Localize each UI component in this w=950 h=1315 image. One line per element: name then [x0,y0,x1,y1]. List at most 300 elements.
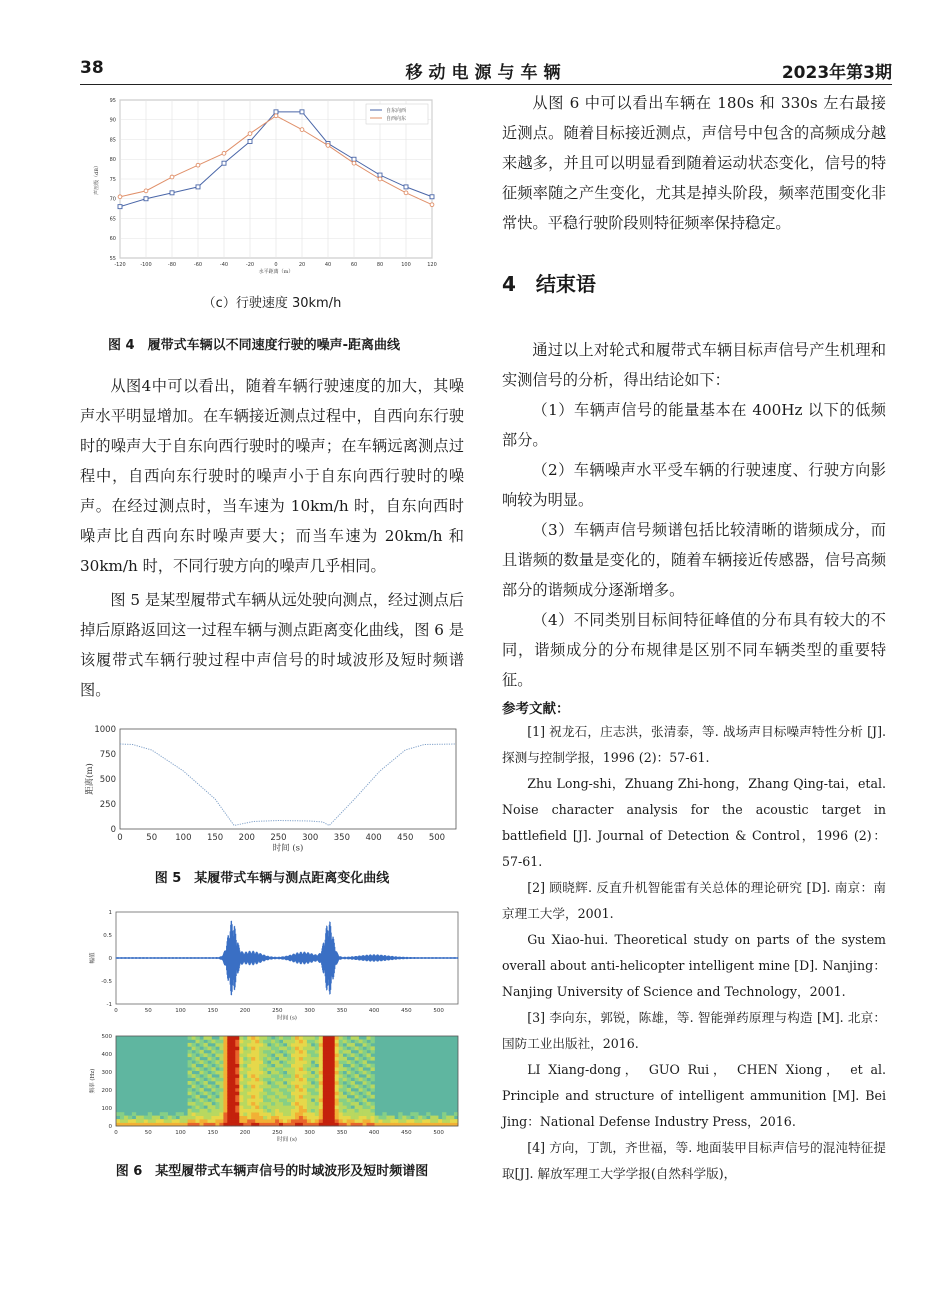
spectrogram-cell [247,1119,251,1123]
spectrogram-cell [196,1040,200,1044]
spectrogram-cell [295,1053,299,1057]
spectrogram-cell [359,1085,363,1089]
spectrogram-cell [255,1067,259,1071]
spectrogram-cell [331,1036,335,1040]
spectrogram-cell [267,1105,271,1109]
spectrogram-cell [315,1040,319,1044]
spectrogram-cell [275,1119,279,1123]
spectrogram-cell [307,1081,311,1085]
spectrogram-cell [287,1067,291,1071]
spectrogram-cell [239,1046,243,1050]
spectrogram-cell [295,1105,299,1109]
spectrogram-cell [267,1064,271,1068]
spectrogram-cell [223,1067,227,1071]
spectrogram-cell [219,1088,223,1092]
spectrogram-cell [295,1036,299,1040]
spectrogram-cell [223,1081,227,1085]
spectrogram-cell [275,1081,279,1085]
spectrogram-cell [291,1085,295,1089]
spectrogram-cell [196,1046,200,1050]
spectrogram-cell [323,1098,327,1102]
spectrogram-cell [243,1078,247,1082]
spectrogram-cell [251,1043,255,1047]
spectrogram-cell [367,1043,371,1047]
spectrogram-cell [255,1098,259,1102]
spectrogram-cell [227,1046,231,1050]
spectrogram-cell [283,1091,287,1095]
spectrogram-cell [283,1102,287,1106]
spectrogram-cell [255,1109,259,1113]
spectrogram-cell [299,1109,303,1113]
spectrogram-cell [319,1064,323,1068]
spectrogram-cell [251,1119,255,1123]
spectrogram-cell [351,1071,355,1075]
spectrogram-cell [255,1040,259,1044]
spectrogram-cell [351,1091,355,1095]
spectrogram-cell [255,1105,259,1109]
spectrogram-cell [343,1102,347,1106]
spectrogram-cell [299,1085,303,1089]
spectrogram-cell [343,1050,347,1054]
spectrogram-cell [188,1091,192,1095]
spectrogram-cell [315,1057,319,1061]
spectrogram-cell [355,1046,359,1050]
spectrogram-cell [279,1095,283,1099]
spectrogram-cell [355,1105,359,1109]
spectrogram-cell [136,1119,140,1123]
spectrogram-cell [259,1074,263,1078]
spectrogram-cell [275,1091,279,1095]
spectrogram-cell [259,1064,263,1068]
spectrogram-cell [259,1053,263,1057]
data-point [248,132,252,136]
spectrogram-cell [156,1119,160,1123]
x-tick-label: 500 [433,1130,444,1136]
spectrogram-cell [363,1119,367,1123]
spectrogram-cell [327,1098,331,1102]
spectrogram-cell [450,1119,454,1123]
left-column [80,88,464,1179]
spectrogram-cell [208,1078,212,1082]
spectrogram-cell [243,1046,247,1050]
spectrogram-cell [132,1112,136,1116]
spectrogram-cell [371,1105,375,1109]
spectrogram-cell [192,1085,196,1089]
spectrogram-cell [263,1064,267,1068]
spectrogram-cell [379,1116,383,1120]
spectrogram-cell [315,1095,319,1099]
spectrogram-cell [363,1081,367,1085]
spectrogram-cell [259,1098,263,1102]
spectrogram-cell [311,1091,315,1095]
spectrogram-cell [291,1053,295,1057]
spectrogram-cell [295,1095,299,1099]
spectrogram-cell [271,1116,275,1120]
spectrogram-cell [323,1064,327,1068]
spectrogram-cell [239,1109,243,1113]
spectrogram-cell [434,1116,438,1120]
spectrogram-cell [351,1053,355,1057]
spectrogram-cell [235,1105,239,1109]
spectrogram-cell [299,1036,303,1040]
spectrogram-cell [295,1046,299,1050]
spectrogram-cell [287,1081,291,1085]
spectrogram-cell [367,1105,371,1109]
spectrogram-cell [287,1050,291,1054]
spectrogram-cell [359,1057,363,1061]
spectrogram-cell [303,1081,307,1085]
x-axis-label: 时间 (s) [277,1015,297,1022]
spectrogram-cell [303,1046,307,1050]
spectrogram-cell [259,1043,263,1047]
y-tick-label: 1000 [94,724,116,735]
spectrogram-cell [279,1053,283,1057]
spectrogram-cell [343,1036,347,1040]
spectrogram-cell [192,1119,196,1123]
spectrogram-cell [287,1091,291,1095]
spectrogram-cell [188,1112,192,1116]
spectrogram-cell [279,1057,283,1061]
spectrogram-cell [259,1105,263,1109]
spectrogram-cell [311,1085,315,1089]
spectrogram-cell [259,1060,263,1064]
spectrogram-cell [319,1102,323,1106]
x-tick-label: 200 [239,1130,251,1136]
spectrogram-cell [239,1085,243,1089]
spectrogram-cell [299,1060,303,1064]
spectrogram-cell [371,1088,375,1092]
spectrogram-cell [339,1040,343,1044]
spectrogram-cell [259,1078,263,1082]
spectrogram-cell [271,1112,275,1116]
spectrogram-cell [263,1043,267,1047]
spectrogram-cell [215,1071,219,1075]
spectrogram-cell [208,1046,212,1050]
y-axis-label: 距离(m) [85,763,95,795]
x-tick-label: 150 [207,1008,219,1014]
x-tick-label: 150 [207,1130,219,1136]
data-point [404,185,408,189]
spectrogram-cell [327,1119,331,1123]
spectrogram-cell [339,1036,343,1040]
spectrogram-cell [347,1119,351,1123]
spectrogram-cell [319,1088,323,1092]
spectrogram-cell [259,1067,263,1071]
x-tick-label: 50 [144,1130,152,1136]
data-point [378,173,382,177]
spectrogram-cell [367,1112,371,1116]
spectrogram-cell [339,1095,343,1099]
spectrogram-cell [148,1116,152,1120]
spectrogram-cell [231,1074,235,1078]
spectrogram-cell [275,1095,279,1099]
spectrogram-cell [323,1105,327,1109]
spectrogram-cell [243,1081,247,1085]
spectrogram-cell [124,1116,128,1120]
spectrogram-cell [351,1109,355,1113]
spectrogram-cell [152,1119,156,1123]
x-tick-label: 350 [336,1130,348,1136]
spectrogram-cell [255,1071,259,1075]
spectrogram-cell [303,1102,307,1106]
spectrogram-cell [414,1116,418,1120]
spectrogram-cell [319,1050,323,1054]
spectrogram-cell [398,1119,402,1123]
spectrogram-cell [243,1105,247,1109]
spectrogram-cell [335,1067,339,1071]
spectrogram-cell [359,1060,363,1064]
spectrogram-cell [335,1095,339,1099]
spectrogram-cell [371,1064,375,1068]
spectrogram-cell [196,1119,200,1123]
spectrogram-cell [200,1081,204,1085]
spectrogram-cell [319,1074,323,1078]
spectrogram-cell [323,1085,327,1089]
spectrogram-cell [311,1116,315,1120]
spectrogram-cell [211,1050,215,1054]
spectrogram-cell [259,1091,263,1095]
spectrogram-cell [196,1036,200,1040]
spectrogram-cell [120,1112,124,1116]
x-tick-label: -60 [193,262,203,268]
spectrogram-cell [204,1085,208,1089]
spectrogram-cell [347,1060,351,1064]
spectrogram-cell [219,1085,223,1089]
data-point [222,151,226,155]
spectrogram-cell [303,1085,307,1089]
spectrogram-cell [367,1095,371,1099]
spectrogram-cell [410,1112,414,1116]
x-tick-label: -120 [114,262,126,268]
spectrogram-cell [231,1046,235,1050]
spectrogram-cell [192,1105,196,1109]
spectrogram-cell [239,1098,243,1102]
data-point [222,161,226,165]
spectrogram-cell [223,1105,227,1109]
spectrogram-cell [235,1053,239,1057]
spectrogram-cell [219,1057,223,1061]
spectrogram-cell [188,1098,192,1102]
spectrogram-cell [200,1067,204,1071]
spectrogram-cell [299,1088,303,1092]
spectrogram-cell [319,1043,323,1047]
spectrogram-cell [271,1095,275,1099]
spectrogram-cell [450,1116,454,1120]
spectrogram-cell [355,1109,359,1113]
spectrogram-cell [267,1095,271,1099]
spectrogram-cell [335,1119,339,1123]
y-tick-label: 95 [109,97,116,104]
spectrogram-cell [295,1060,299,1064]
spectrogram-cell [446,1116,450,1120]
spectrogram-cell [323,1112,327,1116]
spectrogram-cell [196,1102,200,1106]
reference-item: [3] 李向东，郭锐，陈雄，等. 智能弹药原理与构造 [M]. 北京：国防工业出版社，2016. [502,1010,886,1051]
spectrogram-cell [335,1050,339,1054]
spectrogram-cell [275,1071,279,1075]
spectrogram-cell [303,1050,307,1054]
spectrogram-cell [180,1119,184,1123]
spectrogram-cell [188,1060,192,1064]
spectrogram-cell [215,1060,219,1064]
spectrogram-cell [247,1036,251,1040]
spectrogram-cell [339,1060,343,1064]
spectrogram-cell [227,1060,231,1064]
spectrogram-cell [311,1095,315,1099]
spectrogram-cell [359,1078,363,1082]
spectrogram-cell [132,1119,136,1123]
spectrogram-cell [247,1057,251,1061]
spectrogram-cell [319,1081,323,1085]
spectrogram-cell [279,1085,283,1089]
spectrogram-cell [287,1102,291,1106]
spectrogram-cell [283,1074,287,1078]
spectrogram-cell [430,1116,434,1120]
spectrogram-cell [382,1119,386,1123]
spectrogram-cell [371,1109,375,1113]
spectrogram-cell [200,1060,204,1064]
spectrogram-cell [188,1043,192,1047]
spectrogram-cell [247,1095,251,1099]
distance-curve [120,744,456,826]
spectrogram-cell [204,1112,208,1116]
spectrogram-cell [263,1095,267,1099]
spectrogram-cell [243,1095,247,1099]
spectrogram-cell [347,1067,351,1071]
spectrogram-cell [271,1071,275,1075]
spectrogram-cell [299,1071,303,1075]
spectrogram-cell [363,1060,367,1064]
spectrogram-cell [315,1088,319,1092]
spectrogram-cell [319,1067,323,1071]
spectrogram-cell [247,1091,251,1095]
spectrogram-cell [235,1040,239,1044]
spectrogram-cell [434,1119,438,1123]
spectrogram-cell [208,1040,212,1044]
spectrogram-cell [291,1109,295,1113]
spectrogram-cell [211,1116,215,1120]
spectrogram-cell [359,1119,363,1123]
figure-6-caption: 图 6 某型履带式车辆声信号的时域波形及短时频谱图 [115,1164,429,1179]
spectrogram-cell [303,1064,307,1068]
y-tick-label: 70 [109,196,116,203]
spectrogram-cell [243,1053,247,1057]
spectrogram-cell [343,1112,347,1116]
spectrogram-cell [355,1036,359,1040]
spectrogram-cell [259,1057,263,1061]
spectrogram-cell [275,1105,279,1109]
spectrogram-cell [279,1112,283,1116]
spectrogram-cell [287,1064,291,1068]
spectrogram-cell [343,1078,347,1082]
spectrogram-cell [235,1112,239,1116]
spectrogram-cell [331,1091,335,1095]
spectrogram-cell [315,1046,319,1050]
spectrogram-cell [355,1095,359,1099]
spectrogram-cell [247,1088,251,1092]
spectrogram-cell [398,1116,402,1120]
spectrogram-cell [339,1064,343,1068]
spectrogram-cell [275,1074,279,1078]
spectrogram-cell [184,1116,188,1120]
spectrogram-cell [239,1078,243,1082]
spectrogram-cell [335,1057,339,1061]
spectrogram-cell [231,1036,235,1040]
spectrogram-cell [219,1078,223,1082]
spectrogram-cell [279,1071,283,1075]
spectrogram-cell [239,1040,243,1044]
spectrogram-cell [271,1119,275,1123]
spectrogram-cell [311,1053,315,1057]
spectrogram-cell [303,1067,307,1071]
spectrogram-cell [283,1060,287,1064]
spectrogram-cell [315,1053,319,1057]
spectrogram-cell [307,1078,311,1082]
spectrogram-cell [279,1091,283,1095]
spectrogram-cell [323,1071,327,1075]
spectrogram-cell [279,1078,283,1082]
spectrogram-cell [359,1088,363,1092]
spectrogram-cell [243,1109,247,1113]
spectrogram-cell [267,1119,271,1123]
y-tick-label: -0.5 [101,978,112,985]
conclusion-item: （3）车辆声信号频谱包括比较清晰的谐频成分，而且谐频的数量是变化的，随着车辆接近传感器，信号高频部分的谐频成分逐渐增多。 [502,521,886,599]
spectrogram-cell [279,1088,283,1092]
y-tick-label: 0 [108,955,112,962]
spectrogram-cell [275,1067,279,1071]
spectrogram-cell [343,1109,347,1113]
spectrogram-cell [287,1112,291,1116]
spectrogram-cell [331,1078,335,1082]
spectrogram-cell [196,1116,200,1120]
spectrogram-cell [271,1060,275,1064]
spectrogram-cell [287,1078,291,1082]
spectrogram-cell [275,1040,279,1044]
spectrogram-cell [263,1053,267,1057]
spectrogram-cell [204,1091,208,1095]
spectrogram-cell [267,1057,271,1061]
spectrogram-cell [299,1043,303,1047]
spectrogram-cell [295,1119,299,1123]
spectrogram-cell [351,1098,355,1102]
spectrogram-cell [339,1116,343,1120]
spectrogram-cell [200,1112,204,1116]
spectrogram-cell [263,1060,267,1064]
spectrogram-cell [307,1116,311,1120]
spectrogram-cell [152,1116,156,1120]
spectrogram-cell [239,1091,243,1095]
spectrogram-cell [307,1091,311,1095]
reference-item: Gu Xiao-hui. Theoretical study on parts of the system overall about anti-helicopter intelligent mine [D]. Nanjing：Nanjing University of Science and Technology，2001. [502,932,886,999]
spectrogram-cell [331,1043,335,1047]
spectrogram-cell [331,1071,335,1075]
spectrogram-cell [116,1119,120,1123]
spectrogram-cell [200,1109,204,1113]
spectrogram-cell [208,1085,212,1089]
spectrogram-cell [192,1043,196,1047]
spectrogram-cell [215,1098,219,1102]
spectrogram-cell [303,1071,307,1075]
spectrogram-cell [271,1105,275,1109]
spectrogram-cell [430,1119,434,1123]
spectrogram-cell [275,1050,279,1054]
spectrogram-cell [367,1053,371,1057]
spectrogram-cell [287,1088,291,1092]
spectrogram-cell [291,1112,295,1116]
x-tick-label: 100 [175,1130,186,1136]
spectrogram-cell [367,1116,371,1120]
spectrogram-cell [251,1074,255,1078]
